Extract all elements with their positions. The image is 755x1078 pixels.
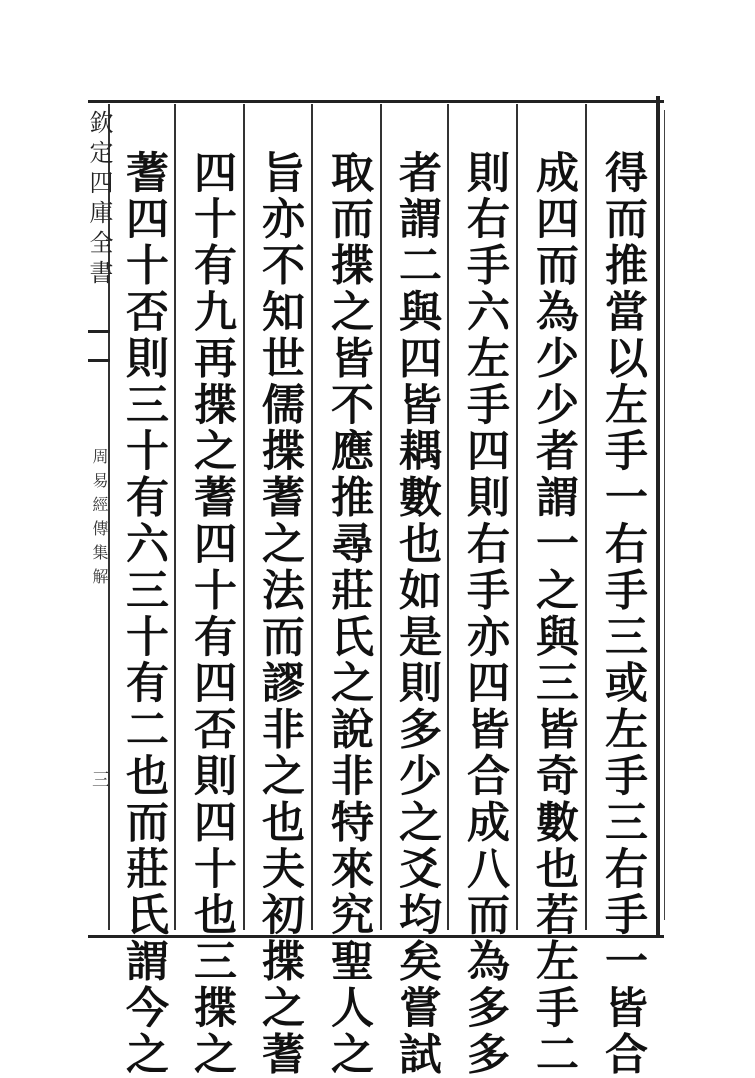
column-rule [311,104,313,930]
text-column-5: 取而揲之皆不應推尋莊氏之說非特來究聖人之 [324,150,374,1078]
text-column-8: 蓍四十否則三十有六三十有二也而莊氏謂今之 [119,150,169,1078]
margin-page-number: 三 [89,770,110,788]
text-column-7: 四十有九再揲之蓍四十有四否則四十也三揲之 [187,150,237,1078]
text-column-2: 成四而為少少者謂一之與三皆奇數也若左手二 [529,150,579,1078]
column-rule [380,104,382,930]
margin-source-title: 周易經傳集解 [90,448,109,592]
column-rule [243,104,245,930]
right-border-thick [656,96,660,936]
column-rule [174,104,176,930]
margin-book-title: 欽定四庫全書 [85,110,113,290]
text-column-4: 者謂二與四皆耦數也如是則多少之爻均矣嘗試 [392,150,442,1078]
text-column-6: 旨亦不知世儒揲蓍之法而謬非之也夫初揲之蓍 [255,150,305,1078]
text-column-1: 得而推當以左手一右手三或左手三右手一皆合 [598,150,648,1078]
column-rule [516,104,518,930]
text-column-3: 則右手六左手四則右手亦四皆合成八而為多多 [460,150,510,1078]
column-rule [447,104,449,930]
column-rule [585,104,587,930]
fishtail-mark [88,330,110,362]
right-border-thin [664,110,665,920]
